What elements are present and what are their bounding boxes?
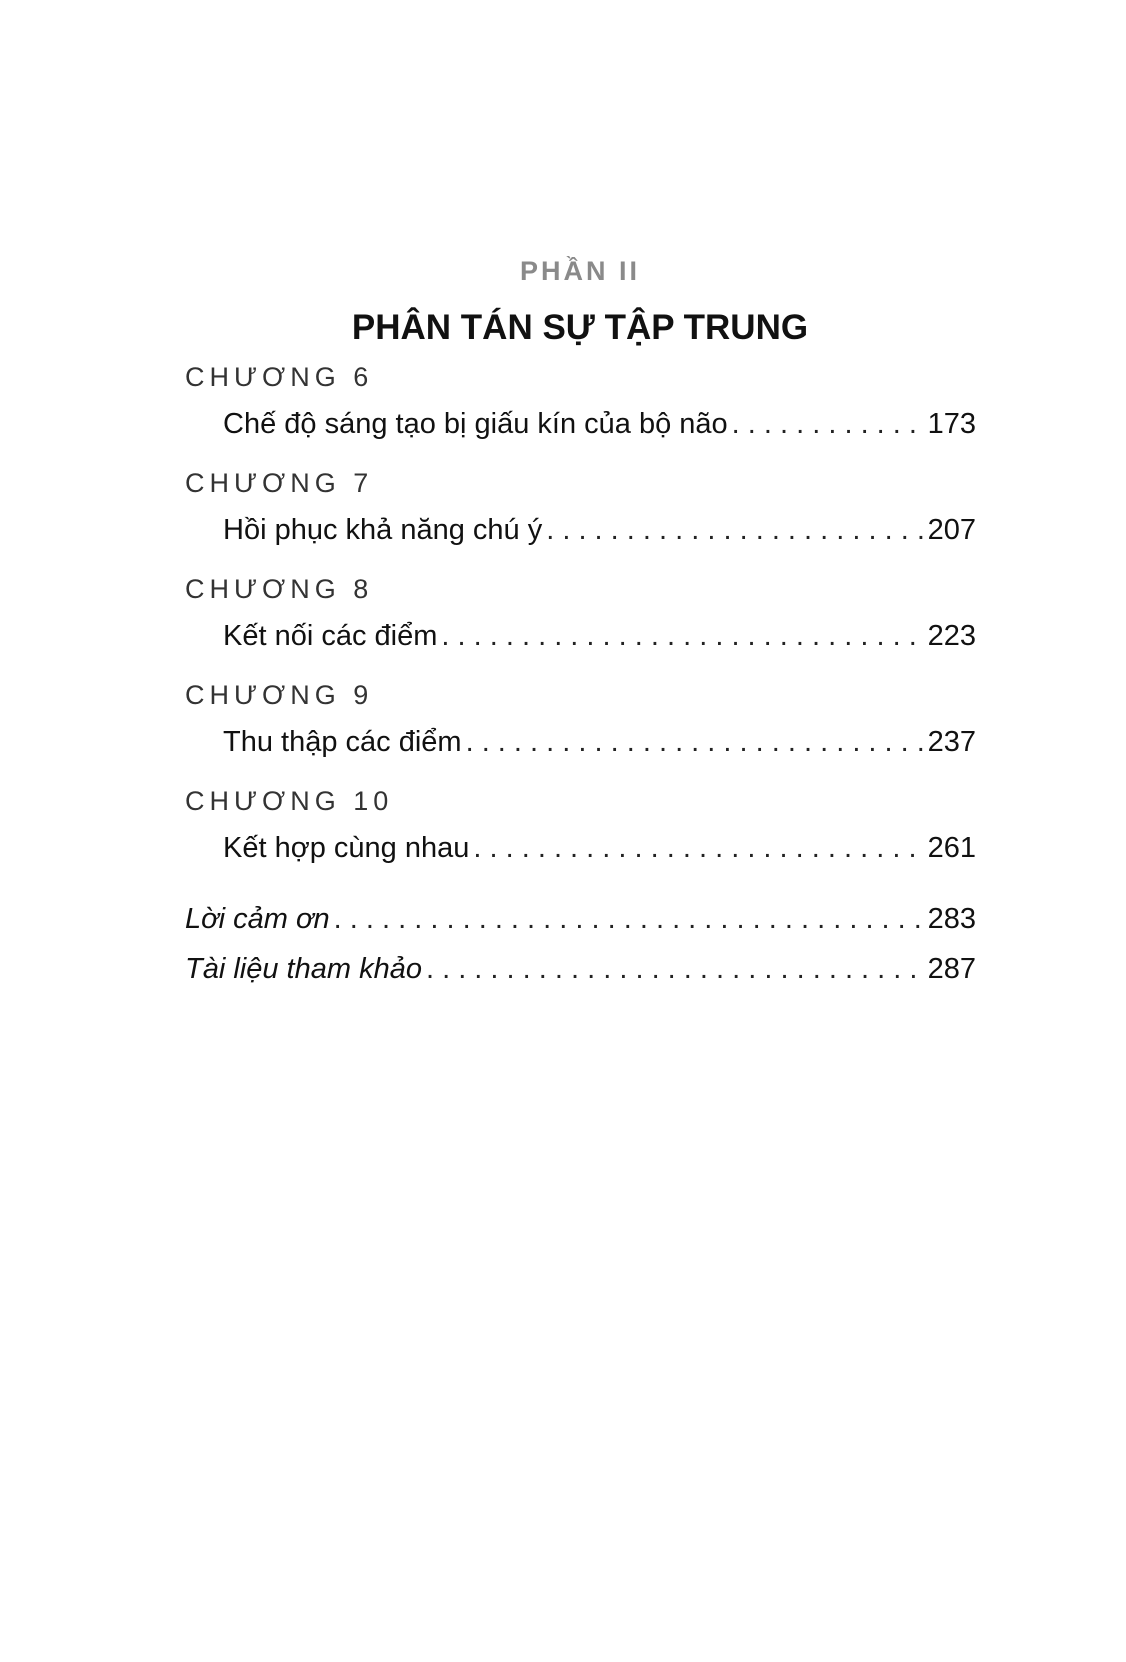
part-title: PHÂN TÁN SỰ TẬP TRUNG	[351, 308, 809, 347]
chapter-label-6: CHƯƠNG 6	[185, 362, 374, 392]
dot-leader	[473, 832, 925, 865]
toc-page-number: 287	[927, 953, 976, 985]
toc-entry-title: Tài liệu tham khảo	[185, 953, 422, 985]
toc-page-number: 207	[927, 514, 976, 546]
toc-entry-chapter-9[interactable]	[223, 726, 976, 759]
toc-entry-title: Hồi phục khả năng chú ý	[223, 514, 543, 546]
toc-page-number: 173	[927, 408, 976, 440]
toc-entry-references[interactable]	[185, 953, 976, 986]
toc-page-number: 223	[927, 620, 976, 652]
dot-leader	[546, 514, 925, 547]
dot-leader	[466, 726, 926, 759]
toc-entry-title: Chế độ sáng tạo bị giấu kín của bộ não	[223, 408, 728, 440]
dot-leader	[334, 903, 926, 936]
chapter-label-9: CHƯƠNG 9	[185, 680, 374, 710]
toc-entry-title: Lời cảm ơn	[185, 903, 330, 935]
toc-page-number: 283	[927, 903, 976, 935]
toc-entry-chapter-10[interactable]	[223, 832, 976, 865]
toc-entry-chapter-7[interactable]	[223, 514, 976, 547]
part-label: PHẦN II	[519, 256, 640, 286]
chapter-label-7: CHƯƠNG 7	[185, 468, 374, 498]
dot-leader	[426, 953, 926, 986]
toc-page-number: 261	[927, 832, 976, 864]
chapter-label-10: CHƯƠNG 10	[185, 786, 394, 816]
dot-leader	[441, 620, 925, 653]
toc-entry-chapter-6[interactable]	[223, 408, 976, 441]
toc-entry-acknowledgements[interactable]	[185, 903, 976, 936]
toc-page-number: 237	[927, 726, 976, 758]
table-of-contents	[185, 0, 976, 1662]
toc-entry-chapter-8[interactable]	[223, 620, 976, 653]
toc-entry-title: Kết nối các điểm	[223, 620, 438, 652]
toc-entry-title: Kết hợp cùng nhau	[223, 832, 470, 864]
chapter-label-8: CHƯƠNG 8	[185, 574, 374, 604]
dot-leader	[732, 408, 926, 441]
toc-entry-title: Thu thập các điểm	[223, 726, 462, 758]
